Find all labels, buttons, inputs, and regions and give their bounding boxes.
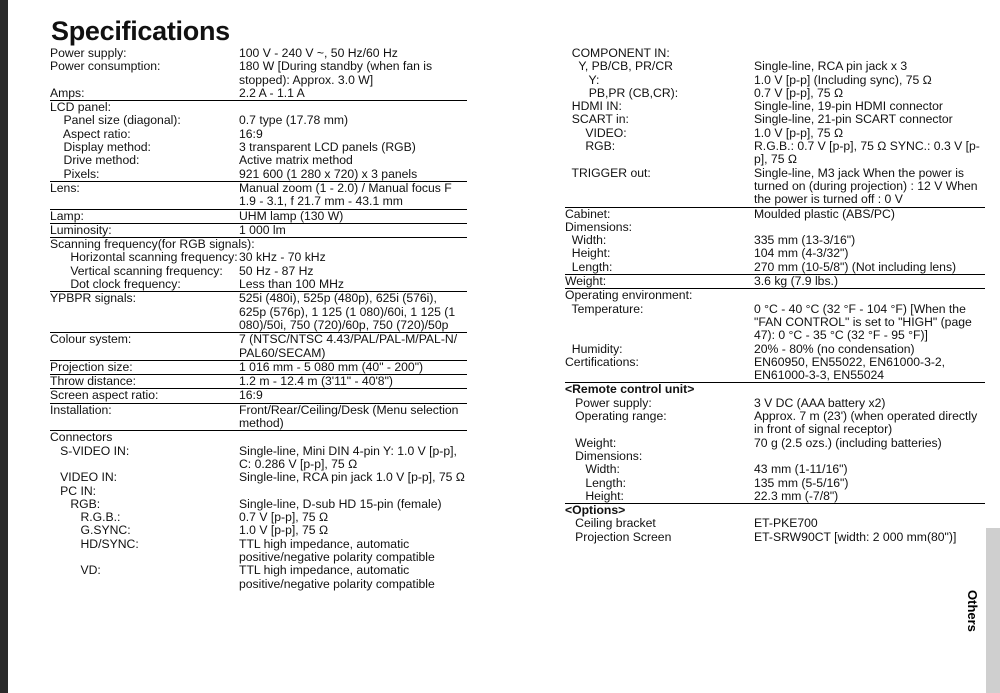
spec-label: HDMI IN:: [565, 99, 622, 114]
spec-value: Single-line, D-sub HD 15-pin (female): [239, 496, 442, 511]
spec-label: Weight:: [565, 274, 607, 289]
spec-label: VD:: [50, 563, 101, 578]
spec-value: 1.0 V [p-p], 75 Ω: [754, 125, 844, 140]
spec-row: [50, 141, 467, 154]
spec-label: Height:: [565, 488, 624, 503]
left-spec-column: [50, 47, 467, 591]
spec-value: 1.0 V [p-p], 75 Ω: [239, 523, 329, 538]
spec-label: PC IN:: [50, 483, 97, 498]
spec-value: 525i (480i), 525p (480p), 625i (576i), 625p (576p), 1 125 (1 080)/60i, 1 125 (1 080)/50i, 750 (720)/60p, 750 (720)/50p: [239, 291, 456, 332]
spec-row: [50, 168, 467, 182]
spec-value: 135 mm (5-5/16"): [754, 475, 849, 490]
spec-row: [565, 234, 985, 247]
spec-value: 50 Hz - 87 Hz: [239, 263, 314, 278]
spec-row: [50, 524, 467, 537]
spec-label: RGB:: [50, 496, 101, 511]
spec-value: [754, 504, 985, 517]
spec-value: [239, 101, 467, 114]
spec-value: R.G.B.: 0.7 V [p-p], 75 Ω SYNC.: 0.3 V [p-p], 75 Ω: [754, 139, 980, 167]
spec-row: [565, 490, 985, 504]
spec-row: [565, 303, 985, 343]
spec-row: [50, 47, 467, 60]
spec-row: [565, 356, 985, 384]
side-tab[interactable]: [986, 528, 1000, 693]
spec-label: Lamp:: [50, 208, 84, 223]
spec-row: [565, 463, 985, 476]
spec-row: [565, 504, 985, 517]
spec-label: RGB:: [565, 139, 616, 154]
spec-label: Horizontal scanning frequency:: [50, 250, 238, 265]
spec-value: 180 W [During standby (when fan is stopped): Approx. 3.0 W]: [239, 59, 433, 87]
spec-row: [50, 87, 467, 101]
spec-row: [565, 100, 985, 113]
spec-row: [565, 517, 985, 530]
spec-label: Cabinet:: [565, 206, 611, 221]
spec-row: [50, 564, 467, 591]
spec-value: 0 °C - 40 °C (32 °F - 104 °F) [When the "FAN CONTROL" is set to "HIGH" (page 47): 0 °C - 35 °C (32 °F - 95 °F)]: [754, 301, 972, 343]
spec-row: [50, 389, 467, 403]
spec-value: Moulded plastic (ABS/PC): [754, 206, 895, 221]
spec-row: [565, 397, 985, 410]
spec-label: Certifications:: [565, 354, 639, 369]
spec-row: [565, 140, 985, 167]
spec-label: Display method:: [50, 140, 151, 155]
spec-row: [50, 431, 467, 444]
spec-label: Power supply:: [50, 46, 127, 60]
spec-row: [50, 182, 467, 210]
spec-value: 100 V - 240 V ~, 50 Hz/60 Hz: [239, 46, 398, 60]
spec-value: Single-line, RCA pin jack 1.0 V [p-p], 75 Ω: [239, 470, 465, 485]
spec-value: [239, 485, 467, 498]
spec-label: Projection Screen: [565, 529, 672, 544]
spec-row: [50, 210, 467, 224]
spec-value: 16:9: [239, 126, 263, 141]
page-title: Specifications: [51, 16, 230, 46]
spec-label: Dimensions:: [565, 448, 643, 463]
spec-label: Dimensions:: [565, 219, 633, 234]
spec-label: S-VIDEO IN:: [50, 443, 130, 458]
spec-label: YPBPR signals:: [50, 291, 137, 306]
spec-row: [50, 445, 467, 472]
spec-row: [50, 60, 467, 87]
spec-row: [50, 278, 467, 292]
spec-value: 0.7 V [p-p], 75 Ω: [239, 510, 329, 525]
spec-row: [565, 167, 985, 208]
spec-value: 335 mm (13-3/16"): [754, 233, 856, 248]
spec-row: [50, 292, 467, 333]
spec-row: [565, 208, 985, 221]
spec-label: Projection size:: [50, 359, 133, 374]
spec-label: Colour system:: [50, 332, 132, 347]
spec-row: [565, 87, 985, 100]
spec-label: VIDEO:: [565, 125, 627, 140]
spec-value: ET-PKE700: [754, 516, 818, 531]
spec-row: [50, 333, 467, 361]
side-tab-label: Others: [965, 590, 980, 632]
spec-label: COMPONENT IN:: [565, 46, 670, 60]
spec-label: G.SYNC:: [50, 523, 131, 538]
spec-value: Single-line, RCA pin jack x 3: [754, 59, 908, 74]
spec-label: Humidity:: [565, 341, 623, 356]
spec-row: [565, 477, 985, 490]
spec-label: Screen aspect ratio:: [50, 388, 159, 403]
spec-label: Width:: [565, 233, 607, 248]
spec-value: 0.7 type (17.78 mm): [239, 113, 349, 128]
spec-label: Y, PB/CB, PR/CR: [565, 59, 673, 74]
spec-value: [239, 431, 467, 444]
spec-row: [565, 343, 985, 356]
spec-value: 3 V DC (AAA battery x2): [754, 395, 886, 410]
spec-label: Lens:: [50, 180, 80, 195]
spec-row: [50, 128, 467, 141]
spec-label: Installation:: [50, 402, 112, 417]
spec-value: Manual zoom (1 - 2.0) / Manual focus F 1.9 - 3.1, f 21.7 mm - 43.1 mm: [239, 180, 452, 209]
spec-row: [565, 531, 985, 544]
spec-label: Power supply:: [565, 395, 652, 410]
spec-row: [50, 485, 467, 498]
spec-row: [565, 60, 985, 73]
spec-value: 1.0 V [p-p] (Including sync), 75 Ω: [754, 72, 932, 87]
spec-label: Ceiling bracket: [565, 516, 656, 531]
spec-value: 3 transparent LCD panels (RGB): [239, 140, 416, 155]
spec-value: 1.2 m - 12.4 m (3'11" - 40'8"): [239, 374, 393, 389]
page-left-edge: [0, 0, 8, 693]
spec-label: Aspect ratio:: [50, 126, 131, 141]
spec-row: [50, 238, 467, 251]
spec-row: [565, 450, 985, 463]
spec-row: [565, 410, 985, 437]
right-spec-column: [565, 47, 985, 544]
spec-label: VIDEO IN:: [50, 470, 118, 485]
spec-value: [239, 238, 467, 251]
spec-label: Amps:: [50, 85, 85, 100]
spec-value: 921 600 (1 280 x 720) x 3 panels: [239, 166, 418, 181]
spec-row: [565, 275, 985, 289]
spec-value: 1 000 lm: [239, 222, 286, 237]
spec-value: Active matrix method: [239, 153, 353, 168]
spec-value: 270 mm (10-5/8") (Not including lens): [754, 259, 957, 274]
spec-row: [50, 265, 467, 278]
spec-row: [50, 361, 467, 375]
spec-value: 70 g (2.5 ozs.) (including batteries): [754, 435, 942, 450]
spec-row: [565, 74, 985, 87]
spec-row: [50, 154, 467, 167]
spec-label: PB,PR (CB,CR):: [565, 85, 679, 100]
spec-value: Single-line, 21-pin SCART connector: [754, 112, 953, 127]
spec-value: [754, 450, 985, 463]
spec-label: LCD panel:: [50, 100, 111, 115]
spec-label: Panel size (diagonal):: [50, 113, 181, 128]
spec-row: [565, 247, 985, 260]
spec-value: 2.2 A - 1.1 A: [239, 85, 305, 100]
spec-label: Luminosity:: [50, 222, 112, 237]
spec-row: [565, 289, 985, 302]
spec-value: [754, 47, 985, 60]
spec-value: 22.3 mm (-7/8"): [754, 488, 839, 503]
spec-row: [565, 113, 985, 126]
spec-label: Y:: [565, 72, 600, 87]
spec-row: [50, 114, 467, 127]
spec-row: [50, 224, 467, 238]
spec-label: Scanning frequency(for RGB signals):: [50, 237, 255, 252]
spec-label: Vertical scanning frequency:: [50, 263, 223, 278]
spec-label: Length:: [565, 475, 626, 490]
spec-row: [565, 383, 985, 396]
spec-label: Throw distance:: [50, 374, 137, 389]
spec-row: [50, 538, 467, 565]
spec-value: Single-line, 19-pin HDMI connector: [754, 99, 943, 114]
spec-value: ET-SRW90CT [width: 2 000 mm(80")]: [754, 529, 957, 544]
spec-value: Single-line, M3 jack When the power is turned on (during projection) : 12 V When the power is turned off : 0 V: [754, 165, 978, 207]
spec-label: Drive method:: [50, 153, 140, 168]
spec-label: Operating range:: [565, 409, 667, 424]
spec-row: [50, 471, 467, 484]
spec-value: 104 mm (4-3/32"): [754, 246, 849, 261]
spec-value: 7 (NTSC/NTSC 4.43/PAL/PAL-M/PAL-N/ PAL60/SECAM): [239, 332, 458, 360]
spec-label: Pixels:: [50, 166, 100, 181]
spec-value: 1 016 mm - 5 080 mm (40" - 200"): [239, 359, 424, 374]
spec-value: Less than 100 MHz: [239, 277, 345, 292]
spec-value: TTL high impedance, automatic positive/negative polarity compatible: [239, 536, 435, 564]
spec-label: Dot clock frequency:: [50, 277, 181, 292]
spec-value: 30 kHz - 70 kHz: [239, 250, 326, 265]
spec-label: HD/SYNC:: [50, 536, 139, 551]
spec-label: Temperature:: [565, 301, 644, 316]
spec-value: Approx. 7 m (23') (when operated directly in front of signal receptor): [754, 409, 978, 437]
spec-value: UHM lamp (130 W): [239, 208, 344, 223]
spec-label: Length:: [565, 259, 613, 274]
spec-label: SCART in:: [565, 112, 629, 127]
spec-value: 0.7 V [p-p], 75 Ω: [754, 85, 844, 100]
spec-value: [754, 289, 985, 302]
spec-label: Connectors: [50, 430, 113, 445]
spec-row: [50, 251, 467, 264]
spec-label: <Remote control unit>: [565, 382, 695, 397]
spec-row: [50, 404, 467, 432]
spec-label: TRIGGER out:: [565, 165, 651, 180]
spec-row: [565, 261, 985, 275]
spec-label: Operating environment:: [565, 288, 693, 303]
spec-value: Front/Rear/Ceiling/Desk (Menu selection method): [239, 402, 459, 431]
spec-label: Width:: [565, 462, 620, 477]
spec-value: TTL high impedance, automatic positive/negative polarity compatible: [239, 563, 435, 591]
spec-row: [50, 101, 467, 114]
spec-value: 20% - 80% (no condensation): [754, 341, 915, 356]
spec-value: Single-line, Mini DIN 4-pin Y: 1.0 V [p-p], C: 0.286 V [p-p], 75 Ω: [239, 443, 457, 471]
spec-row: [565, 127, 985, 140]
spec-label: Height:: [565, 246, 611, 261]
spec-row: [565, 47, 985, 60]
spec-value: EN60950, EN55022, EN61000-3-2, EN61000-3-3, EN55024: [754, 354, 946, 383]
spec-row: [50, 498, 467, 511]
spec-label: Power consumption:: [50, 59, 161, 74]
spec-row: [565, 221, 985, 234]
spec-label: Weight:: [565, 435, 617, 450]
spec-row: [565, 437, 985, 450]
spec-value: 3.6 kg (7.9 lbs.): [754, 274, 838, 289]
spec-row: [50, 511, 467, 524]
spec-value: [754, 221, 985, 234]
spec-value: [754, 383, 985, 396]
spec-label: <Options>: [565, 503, 626, 518]
spec-value: 43 mm (1-11/16"): [754, 462, 848, 477]
spec-label: R.G.B.:: [50, 510, 121, 525]
spec-value: 16:9: [239, 388, 263, 403]
spec-row: [50, 375, 467, 389]
